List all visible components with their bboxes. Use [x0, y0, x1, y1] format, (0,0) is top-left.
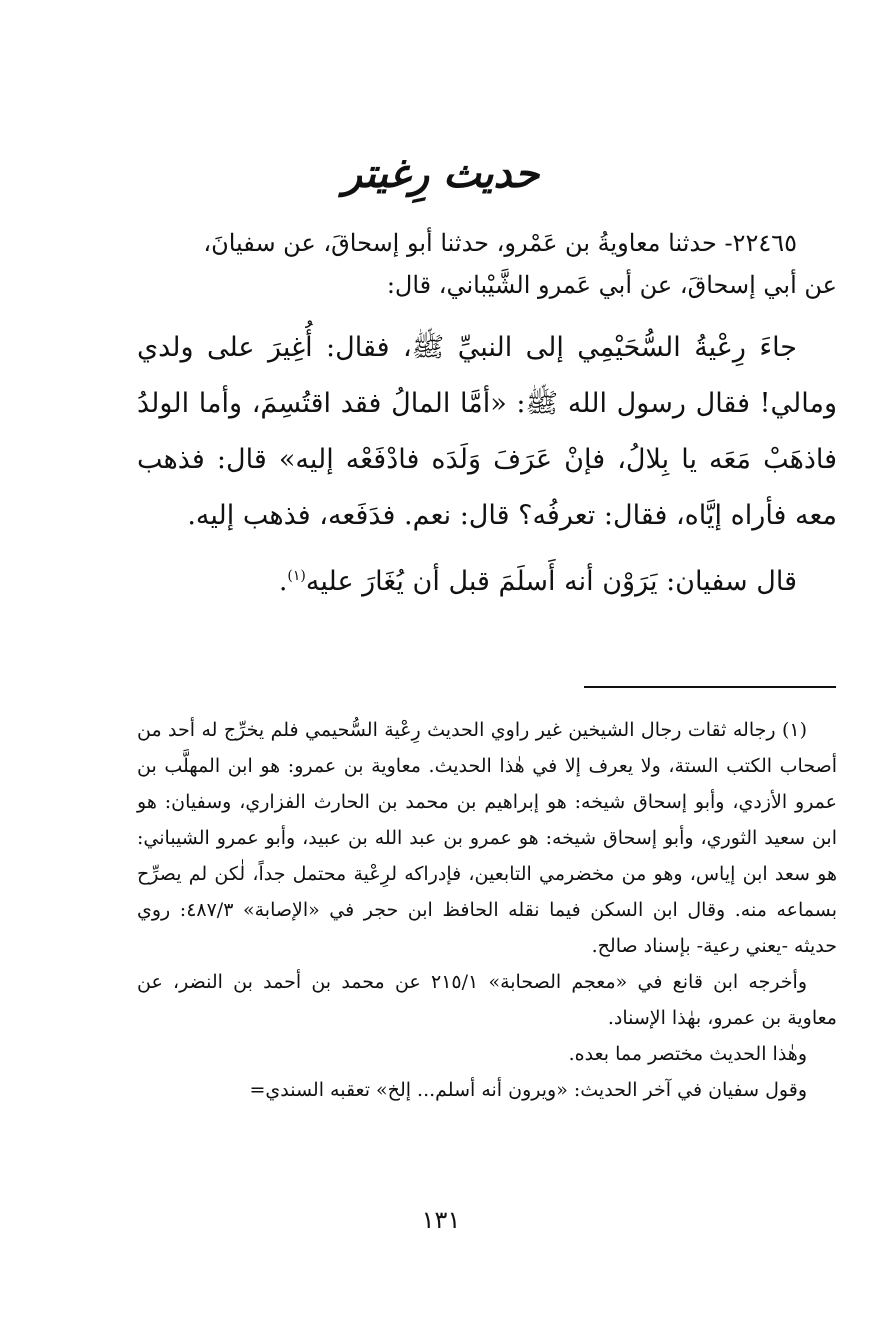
sufyan-period: .	[278, 566, 288, 597]
sufyan-text: قال سفيان: يَرَوْن أنه أَسلَمَ قبل أن يُغَارَ عليه	[305, 566, 797, 597]
footnote-marker[interactable]: (١)	[287, 568, 306, 584]
chain-line-1: ٢٢٤٦٥- حدثنا معاويةُ بن عَمْرو، حدثنا أبو إسحاقَ، عن سفيانَ،	[203, 229, 797, 257]
page-number: ١٣١	[421, 1206, 461, 1234]
footnote-paragraph-2: وأخرجه ابن قانع في «معجم الصحابة» ٢١٥/١ عن محمد بن أحمد بن النضر، عن معاوية بن عمرو، بهٰذا الإسناد.	[137, 971, 837, 1029]
hadith-text	[137, 320, 837, 610]
footnote-paragraph-4: وقول سفيان في آخر الحديث: «ويرون أنه أسلم... إلخ» تعقبه السندي=	[249, 1079, 807, 1101]
page-title: حديث رِغيتر	[342, 150, 540, 197]
isnad-chain	[137, 222, 837, 306]
footnotes-section	[137, 712, 837, 1108]
footnote-divider	[584, 686, 836, 688]
chain-line-2: عن أبي إسحاقَ، عن أبي عَمرو الشَّيْباني، قال:	[386, 271, 837, 299]
sufyan-comment	[137, 548, 837, 610]
footnote-paragraph-3: وهٰذا الحديث مختصر مما بعده.	[568, 1043, 807, 1065]
footnote-paragraph-1: (١) رجاله ثقات رجال الشيخين غير راوي الحديث رِعْية السُّحيمي فلم يخرِّج له أحد من أصحاب الكتب الستة، ولا يعرف إلا في هٰذا الحديث. معاوية بن عمرو: هو ابن المهلَّب بن عمرو الأزدي، وأبو إسحاق شيخه: هو إبراهيم بن محمد بن الحارث الفزاري، وسفيان: هو ابن سعيد الثوري، وأبو إسحاق شيخه: هو عمرو بن عبد الله بن عبيد، وأبو عمرو الشيباني: هو سعد ابن إياس، وهو من مخضرمي التابعين، فإدراكه لرِعْية محتمل جداً، لٰكن لم يصرِّح بسماعه منه. وقال ابن السكن فيما نقله الحافظ ابن حجر في «الإصابة» ٤٨٧/٣: روي حديثه -يعني رعية- بإسناد صالح.	[137, 719, 837, 957]
matn-paragraph: جاءَ رِعْيةُ السُّحَيْمِي إلى النبيِّ ﷺ، فقال: أُغِيرَ على ولدي ومالي! فقال رسول الله ﷺ: «أمَّا المالُ فقد اقتُسِمَ، وأما الولدُ فاذهَبْ مَعَه يا بِلالُ، فإنْ عَرَفَ وَلَدَه فادْفَعْه إليه» قال: فذهب معه فأراه إيَّاه، فقال: تعرفُه؟ قال: نعم. فدَفَعه، فذهب إليه.	[137, 332, 837, 531]
